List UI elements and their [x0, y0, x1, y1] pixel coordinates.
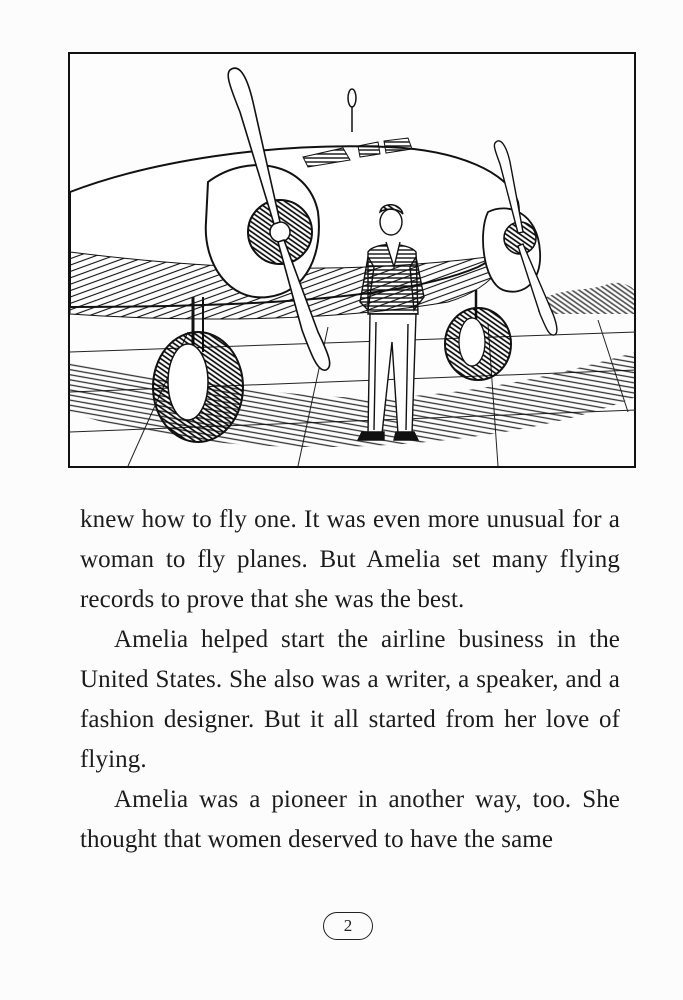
page-number-badge — [323, 912, 373, 940]
page-number: 2 — [343, 916, 353, 935]
paragraph-1: knew how to fly one. It was even more unusual for a woman to fly planes. But Amelia set many flying records to prove that she was the best. — [80, 506, 620, 613]
airplane-illustration — [68, 52, 638, 470]
paragraph-2: Amelia helped start the airline business in the United States. She also was a writer, a speaker, and a fashion designer. But it all started from her love of flying. — [80, 626, 620, 773]
paragraph-3: Amelia was a pioneer in another way, too. She thought that women deserved to have the same — [80, 786, 620, 853]
body-text — [80, 500, 620, 860]
